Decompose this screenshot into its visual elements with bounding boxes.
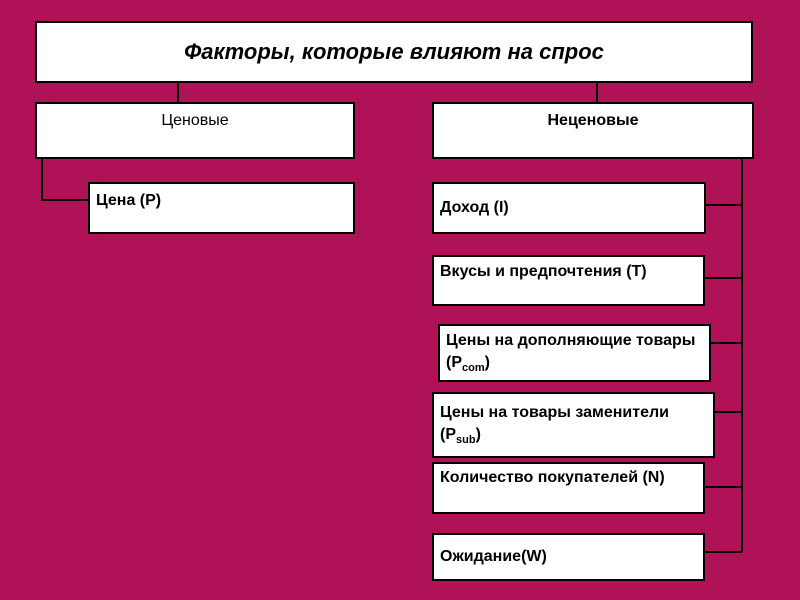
nonprice-item-text: Ожидание(W) <box>440 548 547 565</box>
nonprice-item-text: Доход (I) <box>440 199 509 216</box>
nonprice-item-text: Вкусы и предпочтения (T) <box>440 263 647 280</box>
price-item-text: Цена (P) <box>96 192 162 209</box>
diagram-title-text: Факторы, которые влияют на спрос <box>184 39 604 64</box>
nonprice-item-subscript: sub <box>456 434 476 447</box>
nonprice-item-box <box>432 533 705 581</box>
nonprice-item-suffix: ) <box>475 426 481 443</box>
price-category-label: Ценовые <box>161 112 229 129</box>
nonprice-item-suffix: ) <box>484 354 490 371</box>
price-category-box <box>35 102 355 159</box>
nonprice-category-box <box>432 102 754 159</box>
price-item-box <box>88 182 355 234</box>
nonprice-item-box <box>432 392 715 458</box>
nonprice-item-subscript: com <box>462 362 485 375</box>
nonprice-item-text: Цены на товары заменители (P <box>440 404 669 443</box>
connector-price-item <box>42 158 90 200</box>
nonprice-item-box <box>432 462 705 514</box>
nonprice-item-box <box>438 324 711 382</box>
nonprice-category-label: Неценовые <box>547 112 639 129</box>
diagram-title <box>35 21 753 83</box>
nonprice-item-text: Цены на дополняющие товары (P <box>446 332 696 371</box>
nonprice-item-box <box>432 182 706 234</box>
nonprice-item-text: Количество покупателей (N) <box>440 469 665 486</box>
nonprice-item-box <box>432 255 705 306</box>
